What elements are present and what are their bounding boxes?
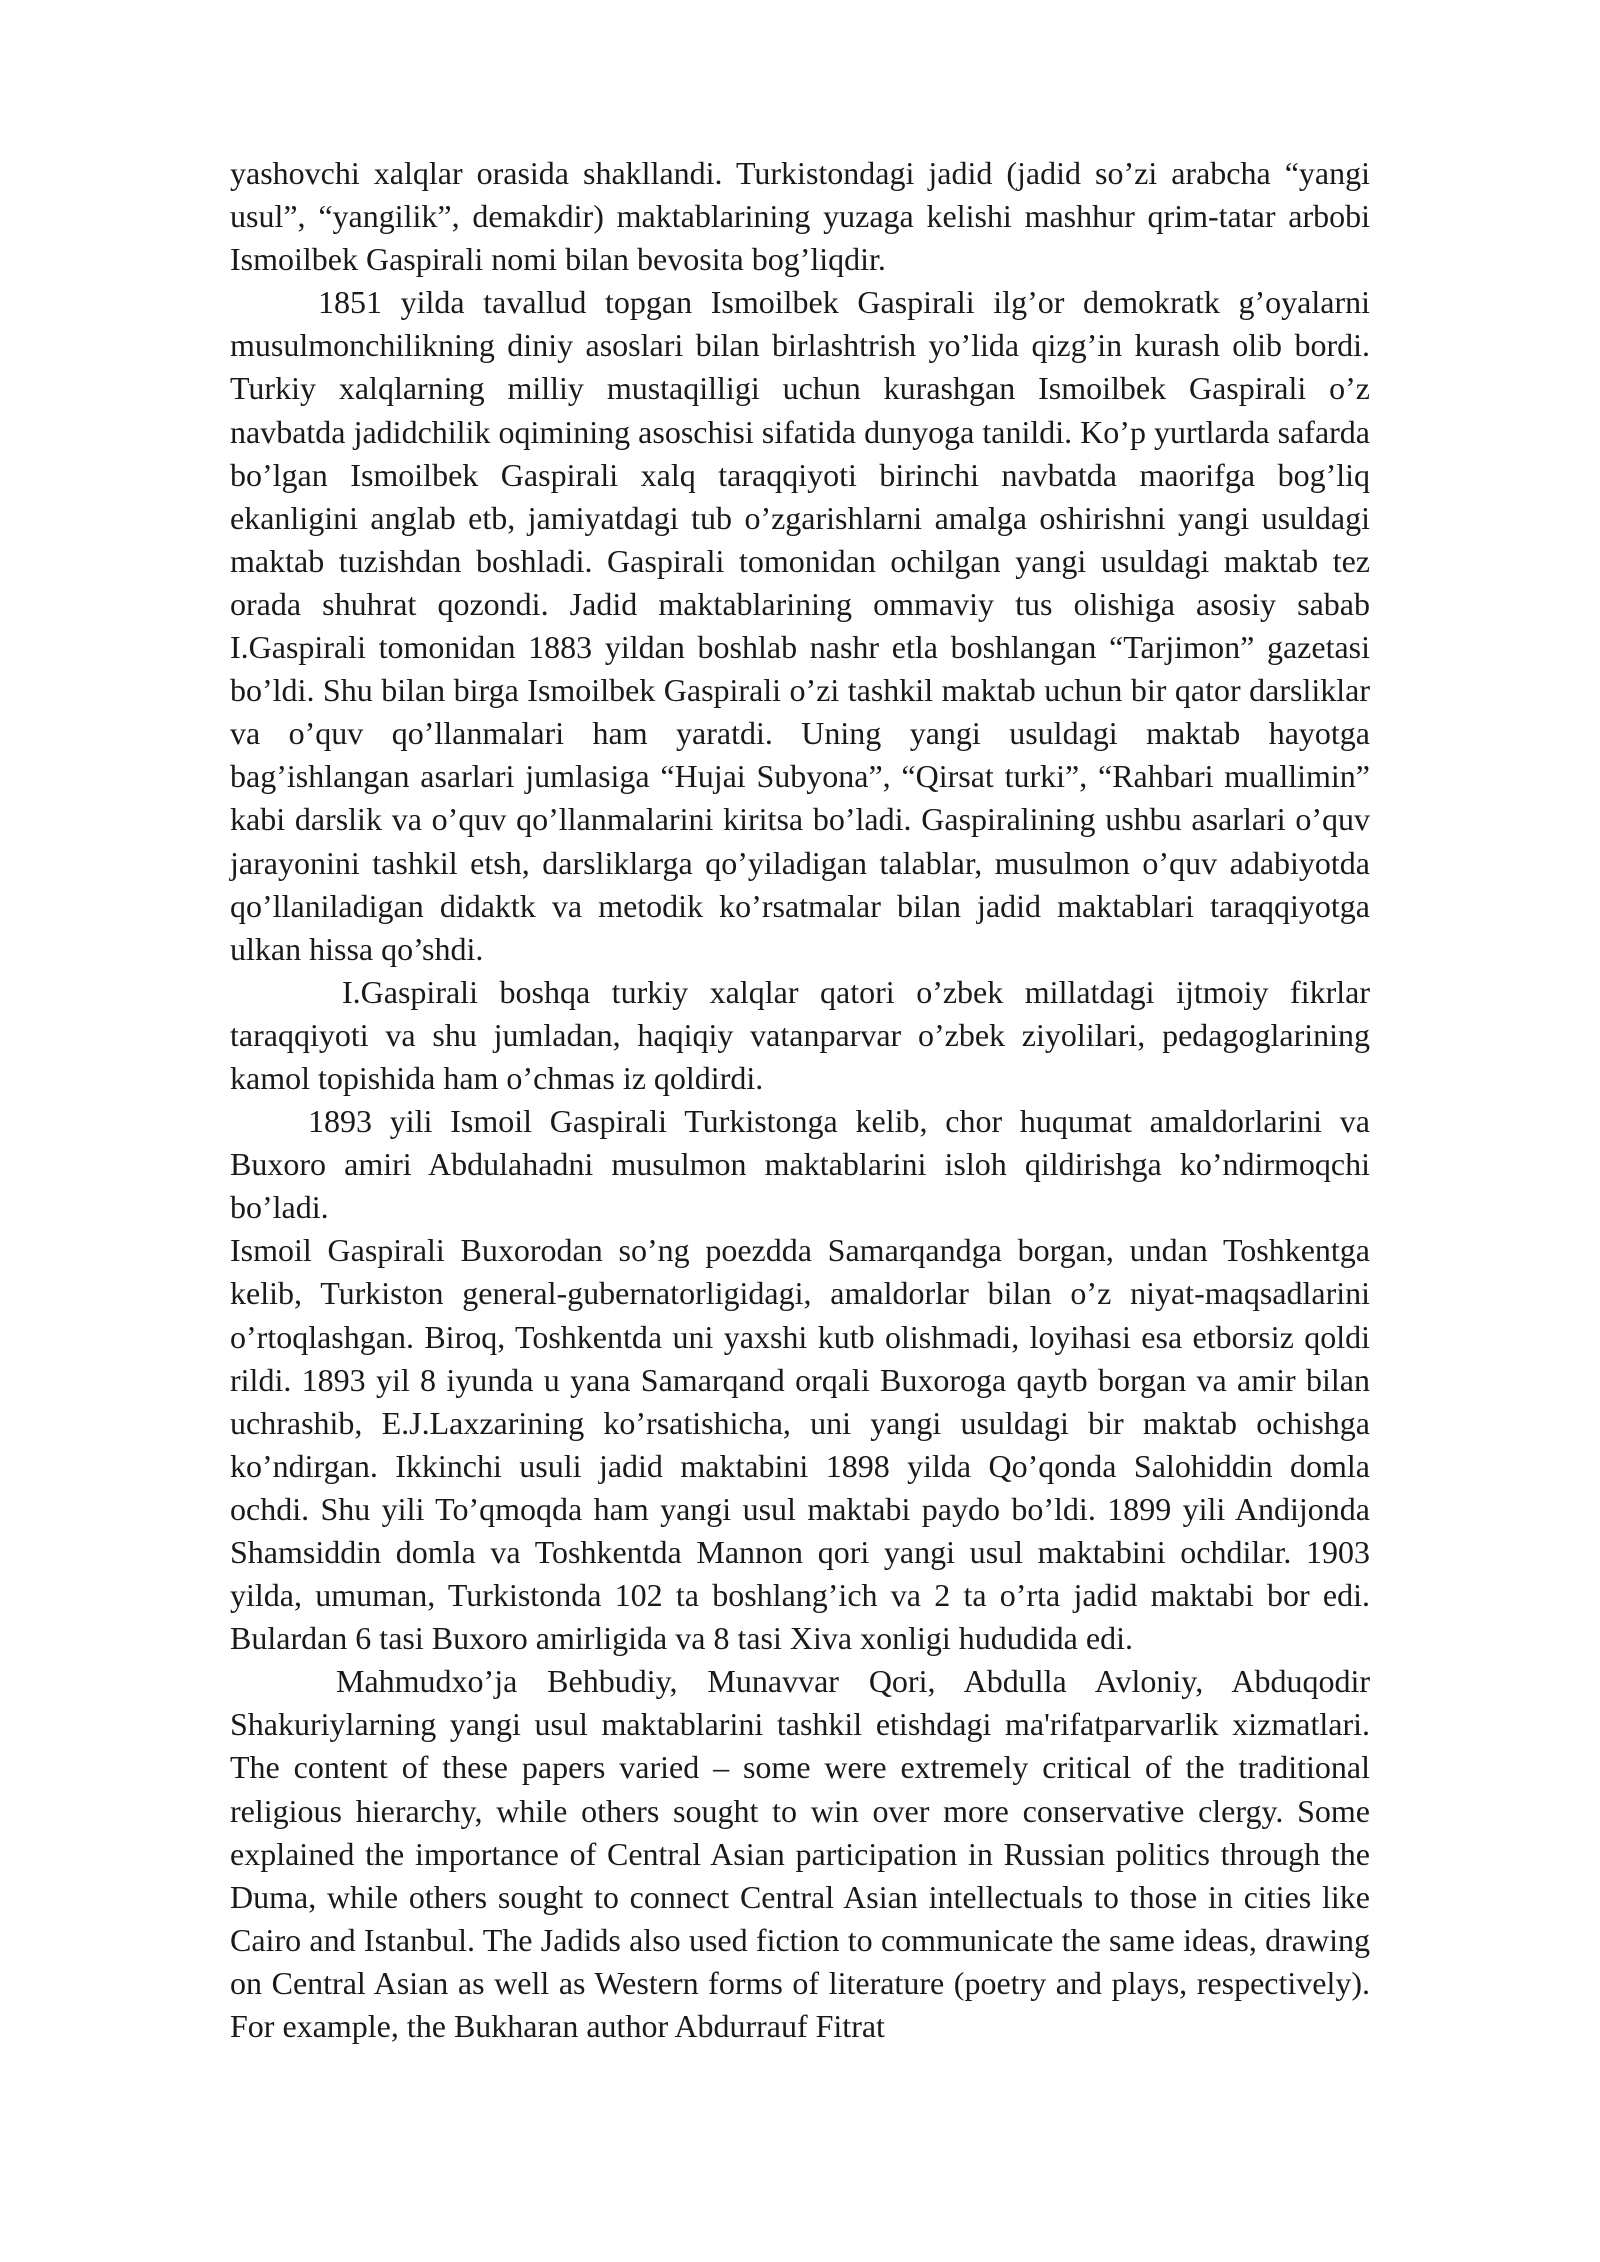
document-page [230,152,1370,2048]
paragraph-2: 1851 yilda tavallud topgan Ismoilbek Gaspirali ilg’or demokratk g’oyalarni musulmonchilikning diniy asoslari bilan birlashtrish yo’lida qizg’in kurash olib bordi. Turkiy xalqlarning milliy mustaqilligi uchun kurashgan Ismoilbek Gaspirali o’z navbatda jadidchilik oqimining asoschisi sifatida dunyoga tanildi. Ko’p yurtlarda safarda bo’lgan Ismoilbek Gaspirali xalq taraqqiyoti birinchi navbatda maorifga bog’liq ekanligini anglab etb, jamiyatdagi tub o’zgarishlarni amalga oshirishni yangi usuldagi maktab tuzishdan boshladi. Gaspirali tomonidan ochilgan yangi usuldagi maktab tez orada shuhrat qozondi. Jadid maktablarining ommaviy tus olishiga asosiy sabab I.Gaspirali tomonidan 1883 yildan boshlab nashr etla boshlangan “Tarjimon” gazetasi bo’ldi. Shu bilan birga Ismoilbek Gaspirali o’zi tashkil maktab uchun bir qator darsliklar va o’quv qo’llanmalari ham yaratdi. Uning yangi usuldagi maktab hayotga bag’ishlangan asarlari jumlasiga “Hujai Subyona”, “Qirsat turki”, “Rahbari muallimin” kabi darslik va o’quv qo’llanmalarini kiritsa bo’ladi. Gaspiralining ushbu asarlari o’quv jarayonini tashkil etsh, darsliklarga qo’yiladigan talablar, musulmon o’quv adabiyotda qo’llaniladigan didaktk va metodik ko’rsatmalar bilan jadid maktablari taraqqiyotga ulkan hissa qo’shdi. [230,284,1370,967]
paragraph-5: Ismoil Gaspirali Buxorodan so’ng poezdda Samarqandga borgan, undan Toshkentga kelib, Turkiston general-gubernatorligidagi, amaldorlar bilan o’z niyat-maqsadlarini o’rtoqlashgan. Biroq, Toshkentda uni yaxshi kutb olishmadi, loyihasi esa etborsiz qoldi rildi. 1893 yil 8 iyunda u yana Samarqand orqali Buxoroga qaytb borgan va amir bilan uchrashib, E.J.Laxzarining ko’rsatishicha, uni yangi usuldagi bir maktab ochishga ko’ndirgan. Ikkinchi usuli jadid maktabini 1898 yilda Qo’qonda Salohiddin domla ochdi. Shu yili To’qmoqda ham yangi usul maktabi paydo bo’ldi. 1899 yili Andijonda Shamsiddin domla va Toshkentda Mannon qori yangi usul maktabini ochdilar. 1903 yilda, umuman, Turkistonda 102 ta boshlang’ich va 2 ta o’rta jadid maktabi bor edi. Bulardan 6 tasi Buxoro amirligida va 8 tasi Xiva xonligi hududida edi. [230,1232,1370,1657]
paragraph-4: 1893 yili Ismoil Gaspirali Turkistonga kelib, chor huqumat amaldorlarini va Buxoro amiri Abdulahadni musulmon maktablarini isloh qildirishga ko’ndirmoqchi bo’ladi. [230,1103,1370,1226]
paragraph-1: yashovchi xalqlar orasida shakllandi. Turkistondagi jadid (jadid so’zi arabcha “yangi usul”, “yangilik”, demakdir) maktablarining yuzaga kelishi mashhur qrim-tatar arbobi Ismoilbek Gaspirali nomi bilan bevosita bog’liqdir. [230,155,1370,278]
paragraph-3: I.Gaspirali boshqa turkiy xalqlar qatori o’zbek millatdagi ijtmoiy fikrlar taraqqiyoti va shu jumladan, haqiqiy vatanparvar o’zbek ziyolilari, pedagoglarining kamol topishida ham o’chmas iz qoldirdi. [230,973,1370,1096]
paragraph-6: Mahmudxo’ja Behbudiy, Munavvar Qori, Abdulla Avloniy, Abduqodir Shakuriylarning yangi usul maktablarini tashkil etishdagi ma'rifatparvarlik xizmatlari. The content of these papers varied – some were extremely critical of the traditional religious hierarchy, while others sought to win over more conservative clergy. Some explained the importance of Central Asian participation in Russian politics through the Duma, while others sought to connect Central Asian intellectuals to those in cities like Cairo and Istanbul. The Jadids also used fiction to communicate the same ideas, drawing on Central Asian as well as Western forms of literature (poetry and plays, respectively). For example, the Bukharan author Abdurrauf Fitrat [230,1663,1370,2045]
